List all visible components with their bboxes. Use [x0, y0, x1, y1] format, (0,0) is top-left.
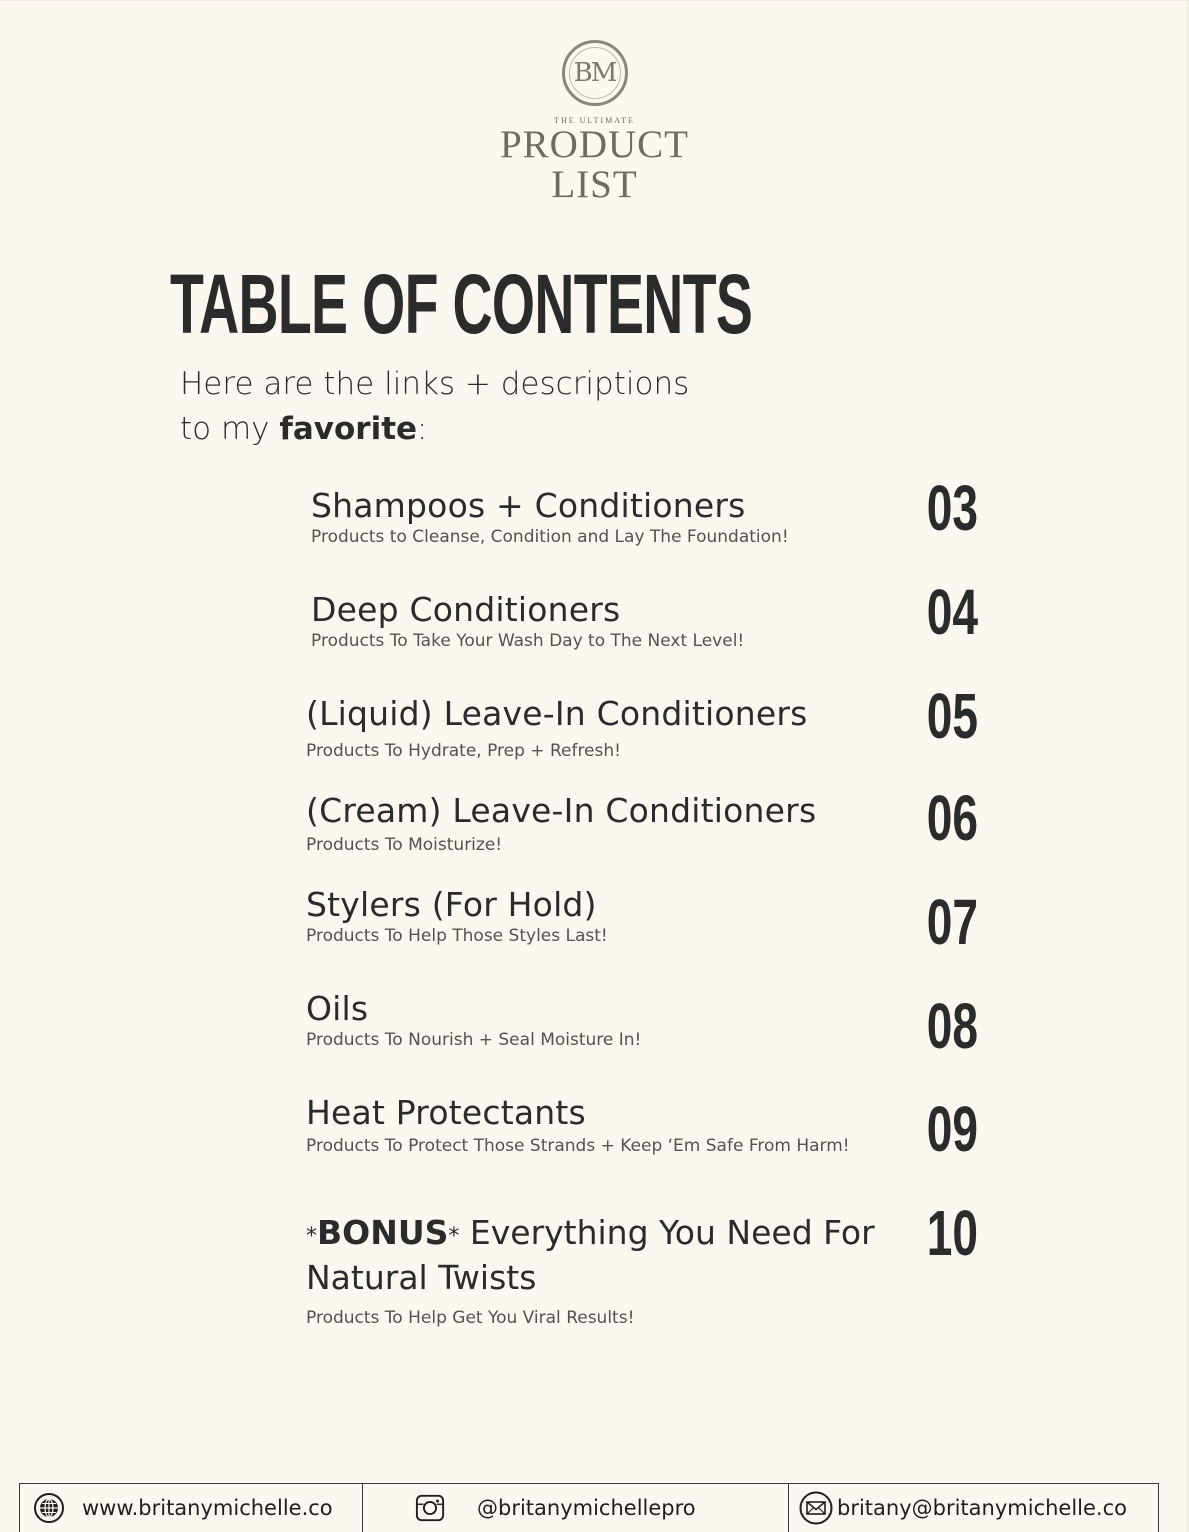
entry-title[interactable]: Oils	[306, 989, 369, 1028]
logo-line-product: PRODUCT	[499, 123, 690, 166]
entry-title[interactable]: Stylers (For Hold)	[306, 885, 597, 924]
page-number[interactable]: 08	[926, 990, 978, 1062]
page-number[interactable]: 07	[926, 886, 978, 958]
entry-title[interactable]: Deep Conditioners	[311, 590, 621, 629]
entry-title[interactable]: (Liquid) Leave-In Conditioners	[306, 694, 808, 733]
entry-description: Products To Hydrate, Prep + Refresh!	[306, 741, 621, 761]
logo-monogram-circle	[562, 40, 628, 106]
intro-text	[180, 362, 689, 452]
page-number[interactable]: 06	[926, 782, 978, 854]
page-number[interactable]: 05	[926, 680, 978, 752]
page-number[interactable]: 09	[926, 1093, 978, 1165]
entry-title[interactable]: (Cream) Leave-In Conditioners	[306, 791, 817, 830]
logo-line-list: LIST	[551, 163, 638, 206]
bonus-star: *	[448, 1224, 460, 1249]
intro-suffix: :	[417, 411, 428, 447]
intro-bold-word: favorite	[279, 411, 418, 447]
page-number[interactable]: 10	[926, 1197, 978, 1269]
entry-description: Products To Moisturize!	[306, 835, 503, 855]
intro-line-1: Here are the links + descriptions	[180, 366, 690, 402]
footer-website[interactable]	[20, 1484, 362, 1532]
bonus-star: *	[306, 1224, 317, 1249]
contact-footer	[19, 1483, 1159, 1532]
globe-icon	[34, 1493, 64, 1523]
entry-title[interactable]: Heat Protectants	[306, 1093, 586, 1132]
toc-entry-deep-conditioners[interactable]	[311, 590, 911, 652]
toc-entry-heat-protectants[interactable]	[306, 1093, 906, 1157]
toc-entry-liquid-leave-in[interactable]	[306, 694, 906, 762]
website-link[interactable]: www.britanymichelle.co	[82, 1496, 333, 1520]
instagram-icon	[415, 1493, 445, 1523]
entry-description: Products To Help Those Styles Last!	[306, 926, 608, 946]
entry-title[interactable]	[306, 1210, 886, 1300]
entry-description: Products to Cleanse, Condition and Lay The Foundation!	[311, 527, 789, 547]
intro-line-2	[180, 407, 689, 452]
bonus-title-text: Everything You Need For Natural Twists	[306, 1213, 875, 1297]
page-title: TABLE OF CONTENTS	[170, 257, 753, 351]
page-number[interactable]: 03	[926, 472, 978, 544]
entry-description: Products To Nourish + Seal Moisture In!	[306, 1030, 642, 1050]
entry-title[interactable]: Shampoos + Conditioners	[311, 486, 746, 525]
toc-entry-oils[interactable]	[306, 989, 906, 1051]
entry-description: Products To Help Get You Viral Results!	[306, 1308, 635, 1328]
entry-description: Products To Take Your Wash Day to The Next Level!	[311, 631, 745, 651]
entry-description: Products To Protect Those Strands + Keep ‘Em Safe From Harm!	[306, 1136, 850, 1156]
intro-prefix: to my	[180, 411, 280, 447]
footer-instagram[interactable]	[362, 1484, 788, 1532]
mail-icon	[799, 1491, 833, 1525]
page-number[interactable]: 04	[926, 576, 978, 648]
instagram-handle[interactable]: @britanymichellepro	[477, 1496, 696, 1520]
logo-monogram: BM	[573, 58, 616, 88]
toc-entry-cream-leave-in[interactable]	[306, 791, 906, 856]
logo-subtitle: THE ULTIMATE	[554, 116, 635, 125]
bonus-word: BONUS	[317, 1213, 449, 1252]
toc-entry-bonus[interactable]	[306, 1210, 906, 1329]
brand-logo	[0, 40, 1189, 205]
footer-email[interactable]	[788, 1484, 1158, 1532]
toc-entry-shampoos[interactable]	[311, 486, 911, 548]
email-link[interactable]: britany@britanymichelle.co	[837, 1496, 1128, 1520]
toc-entry-stylers[interactable]	[306, 885, 906, 947]
